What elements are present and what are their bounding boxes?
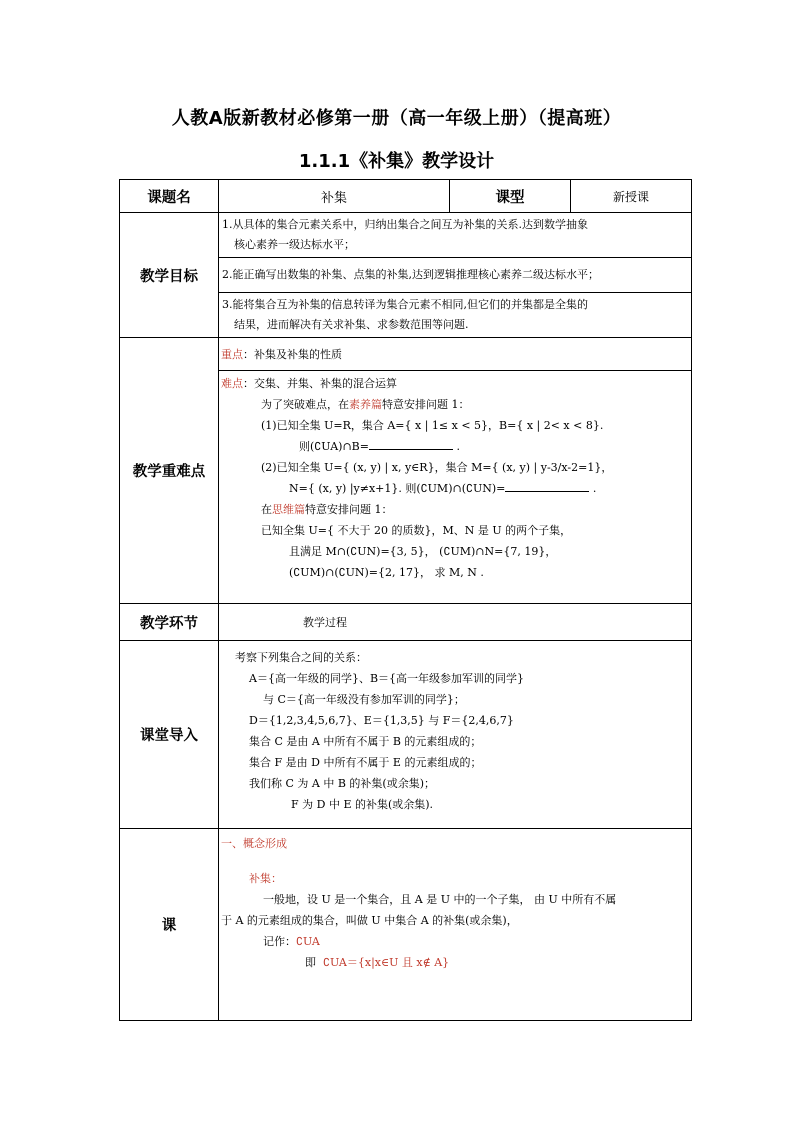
lesson-content: 一、概念形成 补集： 一般地，设 U 是一个集合，且 A 是 U 中的一个子集， 由 U 中所有不属 于 A 的元素组成的集合，叫做 U 中集合 A 的补集(或余集)， 记作：∁UA 即 ∁UA＝{x|x∈U 且 x∉ A} [219, 829, 692, 1021]
teaching-stage-label: 教学环节 [120, 604, 219, 641]
answer-blank [505, 479, 589, 492]
topic-label: 课题名 [120, 180, 219, 213]
key-points-label: 教学重难点 [120, 338, 219, 604]
difficulty-point: 难点：交集、并集、补集的混合运算 为了突破难点，在素养篇特意安排问题 1： (1)已知全集 U=R，集合 A={ x | 1≤ x < 5}，B={ x | 2< x < 8}. 则(∁UA)∩B= . (2)已知全集 U={ (x, y) | x, y∈R}，集合 M={ (x, y) | y-3/x-2=1}， N={ (x, y) |y≠x+1}. 则(∁UM)∩(∁UN)= . 在思维篇特意安排问题 1： 已知全集 U={ 不大于 20 的质数}，M、N 是 U 的两个子集， 且满足 M∩(∁UN)={3, 5}， (∁UM)∩N={7, 19}， (∁UM)∩(∁UN)={2, 17}， 求 M, N . [219, 371, 692, 604]
goal-item: 2.能正确写出数集的补集、点集的补集,达到逻辑推理核心素养二级达标水平； [219, 258, 692, 293]
goal-item: 3.能将集合互为补集的信息转译为集合元素不相同,但它们的并集都是全集的 结果，进而解决有关求补集、求参数范围等问题. [219, 293, 692, 338]
lesson-type-value: 新授课 [571, 180, 692, 213]
section-title: 一、概念形成 [221, 837, 287, 850]
intro-label: 课堂导入 [120, 641, 219, 829]
goal-item: 1.从具体的集合元素关系中，归纳出集合之间互为补集的关系.达到数学抽象 核心素养一级达标水平； [219, 213, 692, 258]
topic-value: 补集 [219, 180, 450, 213]
intro-content: 考察下列集合之间的关系： A＝{高一年级的同学}、B＝{高一年级参加军训的同学} 与 C＝{高一年级没有参加军训的同学}； D＝{1,2,3,4,5,6,7}、E＝{1,3,5} 与 F＝{2,4,6,7} 集合 C 是由 A 中所有不属于 B 的元素组成的； 集合 F 是由 D 中所有不属于 E 的元素组成的； 我们称 C 为 A 中 B 的补集(或余集)； F 为 D 中 E 的补集(或余集). [219, 641, 692, 829]
lesson-design-table [119, 179, 692, 1021]
document-title: 人教A版新教材必修第一册（高一年级上册）（提高班） [171, 108, 622, 129]
focus-point: 重点：补集及补集的性质 [219, 338, 692, 371]
teaching-process-header: 教学过程 [219, 604, 692, 641]
lesson-type-label: 课型 [450, 180, 571, 213]
document-subtitle: 1.1.1《补集》教学设计 [298, 151, 495, 172]
term-heading: 补集： [249, 872, 282, 885]
goals-label: 教学目标 [120, 213, 219, 338]
answer-blank [369, 437, 453, 450]
lesson-label: 课 [120, 829, 219, 1021]
